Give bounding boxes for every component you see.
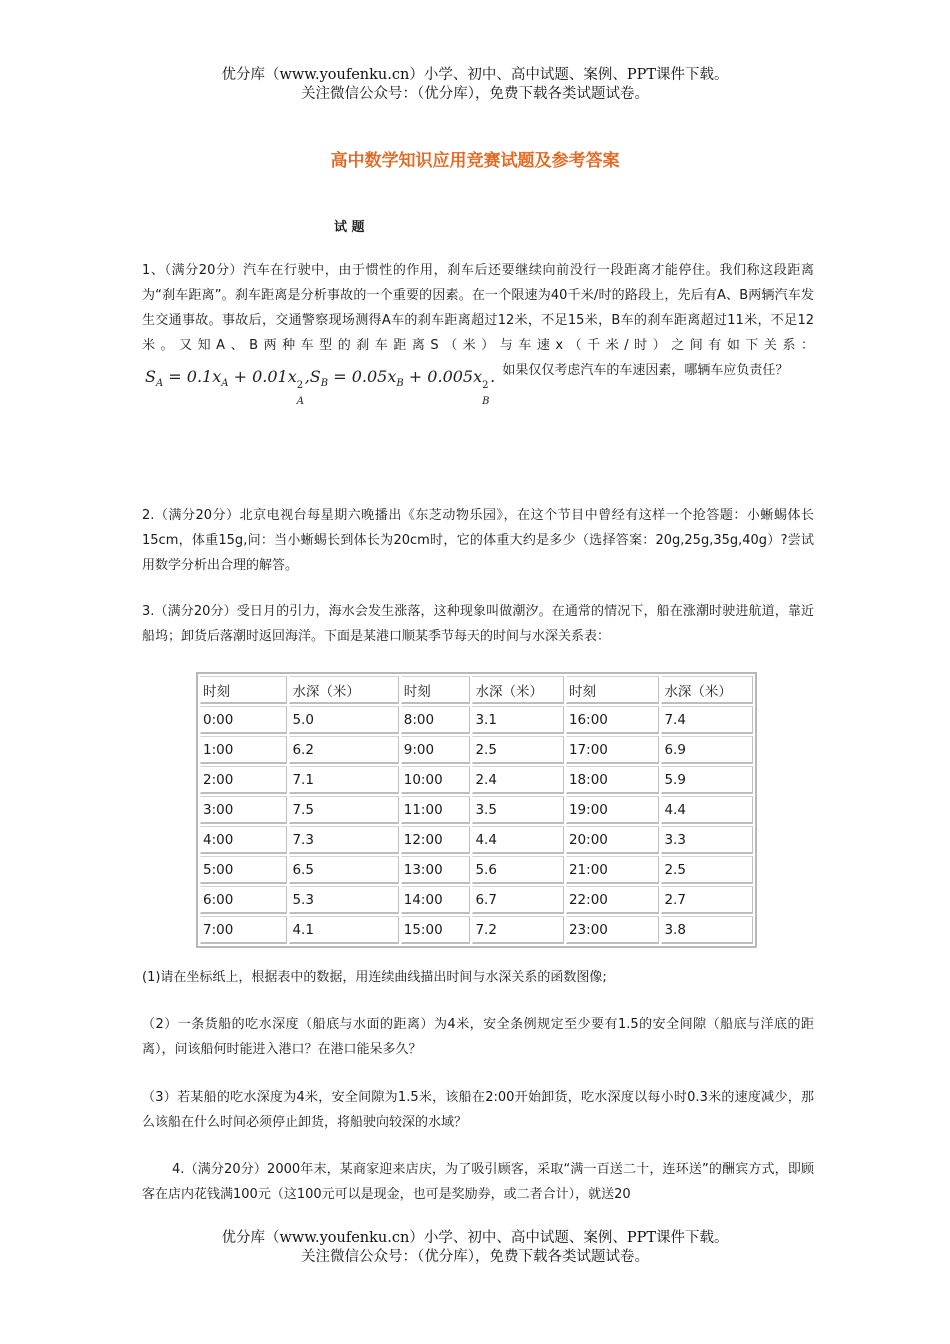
table-cell: 1:00 [200,736,287,764]
table-cell: 3.1 [472,706,564,734]
table-cell: 12:00 [401,826,471,854]
table-row [200,916,753,944]
table-cell: 3.5 [472,796,564,824]
table-cell: 18:00 [566,766,659,794]
table-cell: 3.3 [661,826,753,854]
table-cell: 3:00 [200,796,287,824]
table-cell: 7.3 [289,826,398,854]
table-row [200,796,753,824]
table-cell: 17:00 [566,736,659,764]
footer-line-2: 关注微信公众号：（优分库），免费下载各类试题试卷。 [301,1249,649,1265]
table-cell: 6.7 [472,886,564,914]
question-3-part-2: （2）一条货船的吃水深度（船底与水面的距离）为4米，安全条例规定至少要有1.5的安全间隙（船底与洋底的距离），问该船何时能进入港口？在港口能呆多久？ [142,1017,814,1057]
table-row [200,826,753,854]
table-cell: 7:00 [200,916,287,944]
table-cell: 7.5 [289,796,398,824]
page-footer [0,1229,950,1267]
table-cell: 6:00 [200,886,287,914]
table-cell: 5.6 [472,856,564,884]
question-3: 3.（满分20分）受日月的引力，海水会发生涨落，这种现象叫做潮汐。在通常的情况下，船在涨潮时驶进航道，靠近船坞；卸货后落潮时返回海洋。下面是某港口顺某季节每天的时间与水深关系表： [142,604,814,644]
table-cell: 0:00 [200,706,287,734]
document-title: 高中数学知识应用竞赛试题及参考答案 [330,151,620,171]
table-cell: 11:00 [401,796,471,824]
braking-distance-formula: $S_A = 0.1x_A + 0.01x$ 2 A $,S_B = 0.05x_B + 0.005x$ 2 B . [145,367,496,407]
table-row [200,706,753,734]
question-3-part-3: （3）若某船的吃水深度为4米，安全间隙为1.5米，该船在2:00开始卸货，吃水深度以每小时0.3米的速度减少，那么该船在什么时间必须停止卸货，将船驶向较深的水域？ [142,1090,814,1130]
table-header-cell: 时刻 [566,676,659,704]
table-cell: 9:00 [401,736,471,764]
table-header-cell: 时刻 [200,676,287,704]
table-cell: 5:00 [200,856,287,884]
table-cell: 13:00 [401,856,471,884]
tide-table [196,672,757,948]
table-cell: 2.7 [661,886,753,914]
table-cell: 5.0 [289,706,398,734]
table-cell: 2.5 [661,856,753,884]
table-cell: 4.4 [472,826,564,854]
question-1-text: 1、（满分20分）汽车在行驶中，由于惯性的作用，刹车后还要继续向前没行一段距离才能停住。我们称这段距离为“刹车距离”。刹车距离是分析事故的一个重要的因素。在一个限速为40千米/时的路段上，先后有A、B两辆汽车发生交通事故。事故后，交通警察现场测得A车的刹车距离超过12米，不足15米，B车的刹车距离超过11米，不足12米。又知A、B两种车型的刹车距离S（米）与车速x（千米/时）之间有如下关系： [142,263,814,353]
table-cell: 10:00 [401,766,471,794]
table-cell: 4:00 [200,826,287,854]
question-1-text-end: 如果仅仅考虑汽车的车速因素，哪辆车应负责任？ [498,363,789,378]
table-row [200,856,753,884]
table-cell: 8:00 [401,706,471,734]
table-cell: 6.9 [661,736,753,764]
table-cell: 4.1 [289,916,398,944]
question-4: 4.（满分20分）2000年末，某商家迎来店庆，为了吸引顾客，采取“满一百送二十，连环送”的酬宾方式，即顾客在店内花钱满100元（这100元可以是现金，也可是奖励券，或二者合计），就送20 [142,1162,814,1202]
table-cell: 2.4 [472,766,564,794]
table-cell: 14:00 [401,886,471,914]
table-cell: 20:00 [566,826,659,854]
table-cell: 4.4 [661,796,753,824]
table-cell: 2:00 [200,766,287,794]
table-cell: 6.5 [289,856,398,884]
table-cell: 5.3 [289,886,398,914]
header-line-1: 优分库（www.youfenku.cn）小学、初中、高中试题、案例、PPT课件下载。 [221,67,729,83]
table-cell: 22:00 [566,886,659,914]
table-cell: 21:00 [566,856,659,884]
table-header-cell: 水深（米） [472,676,564,704]
table-row [200,766,753,794]
section-label: 试 题 [334,220,365,235]
table-cell: 2.5 [472,736,564,764]
table-cell: 7.2 [472,916,564,944]
question-1 [142,258,814,407]
table-cell: 6.2 [289,736,398,764]
table-cell: 23:00 [566,916,659,944]
table-row [200,736,753,764]
footer-line-1: 优分库（www.youfenku.cn）小学、初中、高中试题、案例、PPT课件下载。 [221,1230,729,1246]
table-cell: 7.4 [661,706,753,734]
table-header-cell: 水深（米） [289,676,398,704]
table-cell: 5.9 [661,766,753,794]
table-header-cell: 时刻 [401,676,471,704]
table-header-cell: 水深（米） [661,676,753,704]
table-cell: 3.8 [661,916,753,944]
table-cell: 7.1 [289,766,398,794]
question-3-part-1: (1)请在坐标纸上，根据表中的数据，用连续曲线描出时间与水深关系的函数图像; [142,970,607,985]
table-cell: 16:00 [566,706,659,734]
page-header [0,66,950,104]
question-2: 2.（满分20分）北京电视台每星期六晚播出《东芝动物乐园》，在这个节目中曾经有这样一个抢答题：小蜥蜴体长15cm，体重15g,问：当小蜥蜴长到体长为20cm时，它的体重大约是多少（选择答案：20g,25g,35g,40g）?尝试用数学分析出合理的解答。 [142,508,814,573]
table-cell: 15:00 [401,916,471,944]
header-line-2: 关注微信公众号：（优分库），免费下载各类试题试卷。 [301,86,649,102]
table-row [200,886,753,914]
table-cell: 19:00 [566,796,659,824]
table-header-row [200,676,753,704]
